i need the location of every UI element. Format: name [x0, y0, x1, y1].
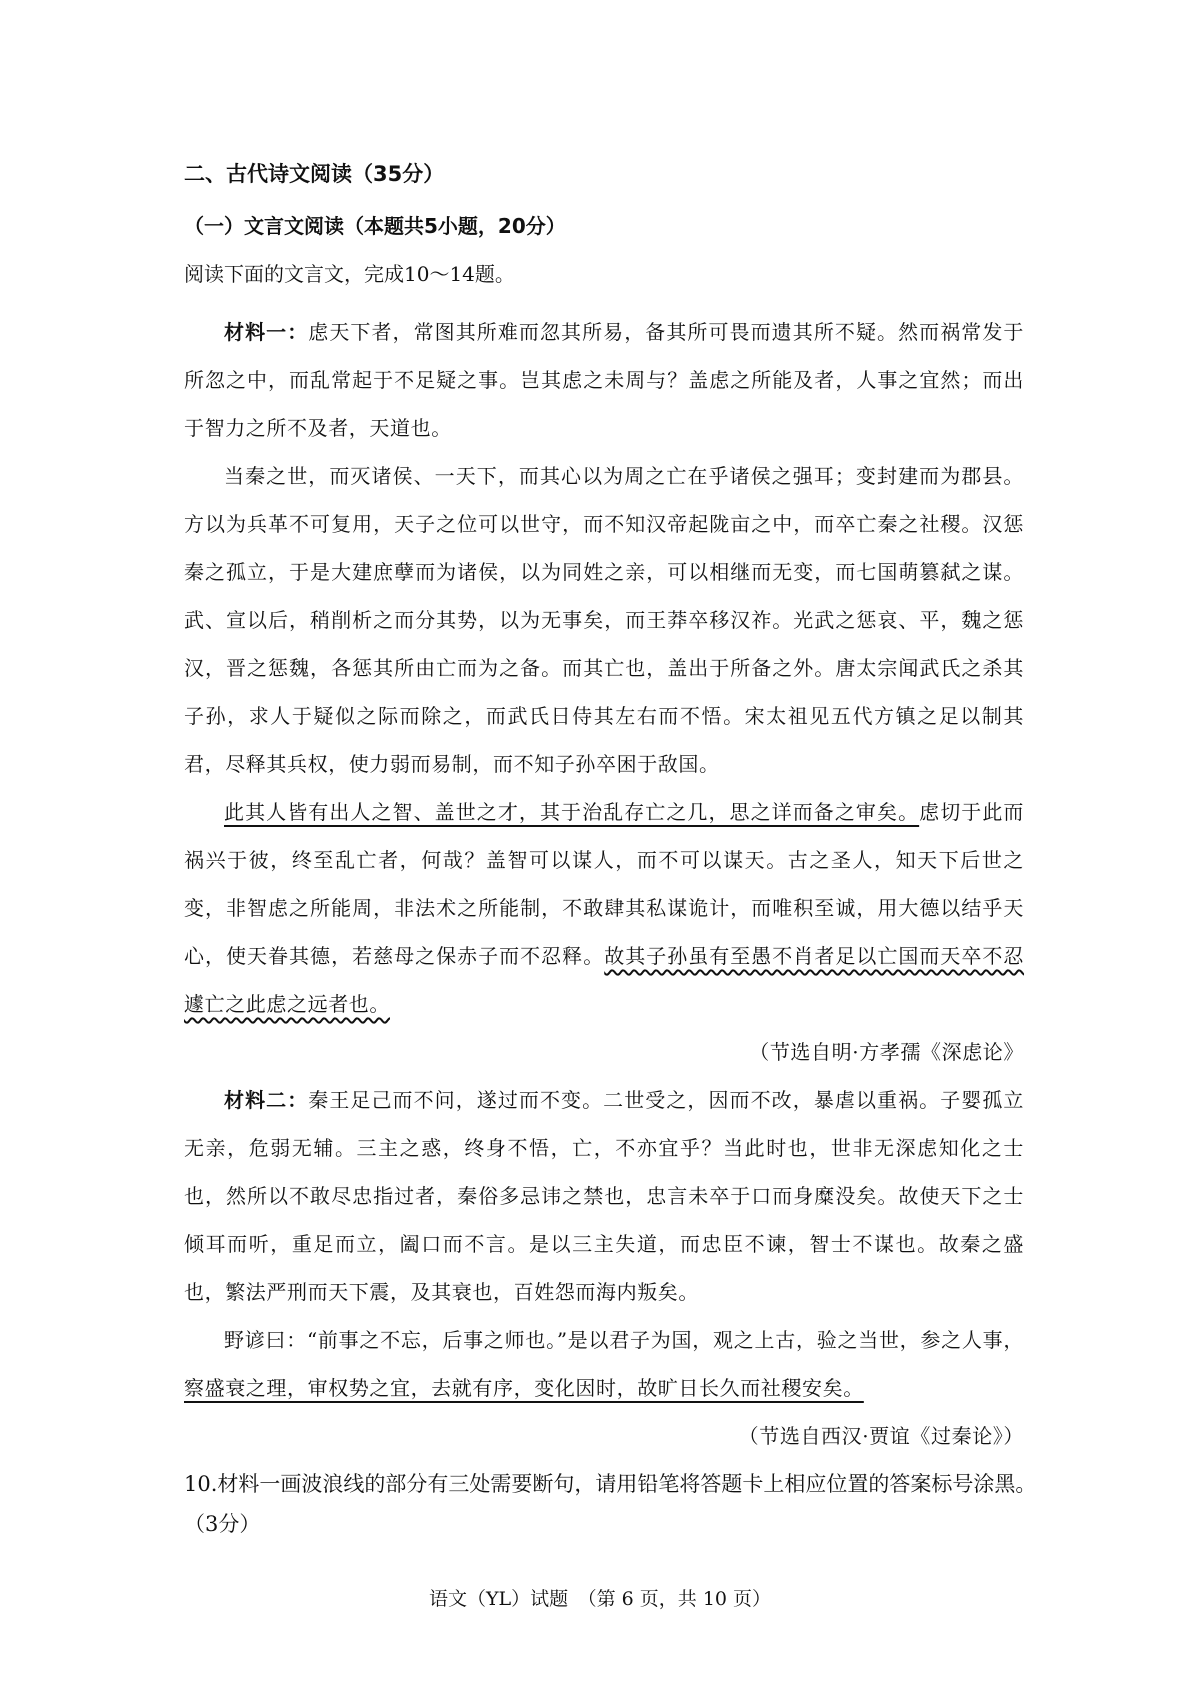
material2-underlined-sentence: 察盛衰之理，审权势之宜，去就有序，变化因时，故旷日长久而社稷安矣。: [184, 1376, 864, 1400]
material1-paragraph2: 当秦之世，而灭诸侯、一天下，而其心以为周之亡在乎诸侯之强耳；变封建而为郡县。方以为兵革不可复用，天子之位可以世守，而不知汉帝起陇亩之中，而卒亡秦之社稷。汉惩秦之孤立，于是大建庶孽而为诸侯，以为同姓之亲，可以相继而无变，而七国萌篡弑之谋。武、宣以后，稍削析之而分其势，以为无事矣，而王莽卒移汉祚。光武之惩哀、平，魏之惩汉，晋之惩魏，各惩其所由亡而为之备。而其亡也，盖出于所备之外。唐太宗闻武氏之杀其子孙，求人于疑似之际而除之，而武氏日侍其左右而不悟。宋太祖见五代方镇之足以制其君，尽释其兵权，使力弱而易制，而不知子孙卒困于敌国。: [184, 464, 1024, 776]
question-10: 10.材料一画波浪线的部分有三处需要断句，请用铅笔将答题卡上相应位置的答案标号涂黑。（3分）: [184, 1472, 1037, 1536]
material2-p2-text: 野谚曰：“前事之不忘，后事之师也。”是以君子为国，观之上古，验之当世，参之人事，: [224, 1328, 1024, 1352]
material1-p1-text: 虑天下者，常图其所难而忽其所易，备其所可畏而遗其所不疑。然而祸常发于所忽之中，而乱常起于不足疑之事。岂其虑之未周与？盖虑之所能及者，人事之宜然；而出于智力之所不及者，天道也。: [184, 320, 1024, 440]
material2-source: （节选自西汉·贾谊《过秦论》）: [738, 1424, 1024, 1448]
material1-label: 材料一：: [224, 320, 309, 344]
material2-label: 材料二：: [224, 1088, 309, 1112]
section-title: 二、古代诗文阅读（35分）: [184, 162, 445, 186]
page-content: [184, 160, 1037, 1544]
material1-paragraph1: [184, 308, 1024, 452]
instruction: 阅读下面的文言文，完成10～14题。: [184, 262, 515, 286]
material1-p3-text: 虑切于此而祸兴于彼，终至乱亡者，何哉？盖智可以谋人，而不可以谋天。古之圣人，知天下后世之变，非智虑之所能周，非法术之所能制，不敢肆其私谋诡计，而唯积至诚，用大德以结乎天心，使天眷其德，若慈母之保赤子而不忍释。: [184, 800, 1024, 968]
material1-wavy-sentence: 故其子孙虽有至愚不肖者足以亡国而天卒不忍遽亡之此虑之远者也。: [184, 944, 1025, 1016]
subsection-title: （一）文言文阅读（本题共5小题，20分）: [184, 214, 566, 238]
material1-paragraph3: [184, 788, 1024, 1028]
page-footer: 语文（YL）试题 （第 6 页，共 10 页）: [428, 1588, 772, 1610]
material2-paragraph2: [184, 1316, 1024, 1412]
material2-p1-text: 秦王足己而不问，遂过而不变。二世受之，因而不改，暴虐以重祸。子婴孤立无亲，危弱无辅。三主之惑，终身不悟，亡，不亦宜乎？当此时也，世非无深虑知化之士也，然所以不敢尽忠指过者，秦俗多忌讳之禁也，忠言未卒于口而身糜没矣。故使天下之士倾耳而听，重足而立，阖口而不言。是以三主失道，而忠臣不谏，智士不谋也。故秦之盛也，繁法严刑而天下震，及其衰也，百姓怨而海内叛矣。: [184, 1088, 1024, 1304]
material1-underlined-sentence: 此其人皆有出人之智、盖世之才，其于治乱存亡之几，思之详而备之审矣。: [224, 800, 920, 824]
material2-paragraph1: [184, 1076, 1024, 1316]
material1-source: （节选自明·方孝孺《深虑论》: [749, 1040, 1024, 1064]
